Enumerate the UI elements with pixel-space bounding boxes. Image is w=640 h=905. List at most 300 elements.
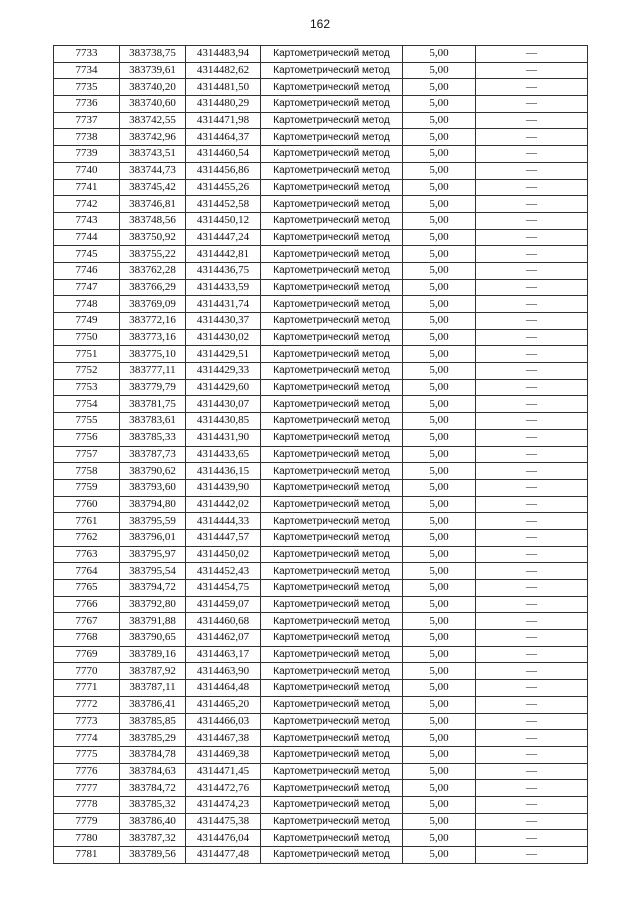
x-coordinate-cell: 383792,80 [120,596,186,613]
x-coordinate-cell: 383746,81 [120,196,186,213]
y-coordinate-cell: 4314429,60 [186,379,261,396]
x-coordinate-cell: 383785,29 [120,730,186,747]
coordinates-table-body [54,46,588,864]
table-row [54,696,588,713]
table-row [54,796,588,813]
precision-cell: 5,00 [403,79,476,96]
point-number-cell: 7745 [54,246,120,263]
precision-cell: 5,00 [403,96,476,113]
table-row [54,212,588,229]
y-coordinate-cell: 4314429,33 [186,363,261,380]
y-coordinate-cell: 4314447,57 [186,529,261,546]
point-number-cell: 7780 [54,830,120,847]
x-coordinate-cell: 383742,96 [120,129,186,146]
x-coordinate-cell: 383784,63 [120,763,186,780]
table-row [54,646,588,663]
y-coordinate-cell: 4314452,58 [186,196,261,213]
precision-cell: 5,00 [403,763,476,780]
y-coordinate-cell: 4314460,68 [186,613,261,630]
precision-cell: 5,00 [403,580,476,597]
precision-cell: 5,00 [403,212,476,229]
x-coordinate-cell: 383790,65 [120,630,186,647]
precision-cell: 5,00 [403,179,476,196]
x-coordinate-cell: 383740,20 [120,79,186,96]
table-row [54,129,588,146]
table-row [54,179,588,196]
x-coordinate-cell: 383745,42 [120,179,186,196]
y-coordinate-cell: 4314463,90 [186,663,261,680]
x-coordinate-cell: 383766,29 [120,279,186,296]
y-coordinate-cell: 4314471,98 [186,112,261,129]
extra-cell: — [476,563,588,580]
extra-cell: — [476,413,588,430]
precision-cell: 5,00 [403,129,476,146]
precision-cell: 5,00 [403,363,476,380]
point-number-cell: 7749 [54,313,120,330]
y-coordinate-cell: 4314481,50 [186,79,261,96]
extra-cell: — [476,46,588,63]
method-cell: Картометрический метод [261,463,403,480]
table-row [54,596,588,613]
point-number-cell: 7741 [54,179,120,196]
x-coordinate-cell: 383787,32 [120,830,186,847]
method-cell: Картометрический метод [261,630,403,647]
method-cell: Картометрический метод [261,429,403,446]
precision-cell: 5,00 [403,796,476,813]
table-row [54,630,588,647]
method-cell: Картометрический метод [261,596,403,613]
extra-cell: — [476,346,588,363]
method-cell: Картометрический метод [261,363,403,380]
method-cell: Картометрический метод [261,529,403,546]
precision-cell: 5,00 [403,746,476,763]
extra-cell: — [476,396,588,413]
extra-cell: — [476,363,588,380]
table-row [54,746,588,763]
table-row [54,363,588,380]
extra-cell: — [476,730,588,747]
x-coordinate-cell: 383783,61 [120,413,186,430]
point-number-cell: 7763 [54,546,120,563]
precision-cell: 5,00 [403,446,476,463]
point-number-cell: 7762 [54,529,120,546]
method-cell: Картометрический метод [261,212,403,229]
table-row [54,246,588,263]
extra-cell: — [476,613,588,630]
extra-cell: — [476,246,588,263]
method-cell: Картометрический метод [261,313,403,330]
point-number-cell: 7751 [54,346,120,363]
x-coordinate-cell: 383739,61 [120,62,186,79]
point-number-cell: 7753 [54,379,120,396]
y-coordinate-cell: 4314429,51 [186,346,261,363]
precision-cell: 5,00 [403,663,476,680]
method-cell: Картометрический метод [261,262,403,279]
precision-cell: 5,00 [403,196,476,213]
extra-cell: — [476,813,588,830]
extra-cell: — [476,796,588,813]
table-row [54,346,588,363]
coordinates-table [53,45,588,864]
point-number-cell: 7771 [54,680,120,697]
y-coordinate-cell: 4314467,38 [186,730,261,747]
method-cell: Картометрический метод [261,329,403,346]
x-coordinate-cell: 383740,60 [120,96,186,113]
y-coordinate-cell: 4314471,45 [186,763,261,780]
y-coordinate-cell: 4314452,43 [186,563,261,580]
x-coordinate-cell: 383781,75 [120,396,186,413]
y-coordinate-cell: 4314455,26 [186,179,261,196]
point-number-cell: 7774 [54,730,120,747]
point-number-cell: 7781 [54,847,120,864]
table-row [54,313,588,330]
table-row [54,396,588,413]
precision-cell: 5,00 [403,646,476,663]
extra-cell: — [476,162,588,179]
precision-cell: 5,00 [403,813,476,830]
precision-cell: 5,00 [403,429,476,446]
extra-cell: — [476,329,588,346]
y-coordinate-cell: 4314444,33 [186,513,261,530]
point-number-cell: 7758 [54,463,120,480]
method-cell: Картометрический метод [261,446,403,463]
y-coordinate-cell: 4314464,48 [186,680,261,697]
method-cell: Картометрический метод [261,563,403,580]
y-coordinate-cell: 4314433,59 [186,279,261,296]
x-coordinate-cell: 383791,88 [120,613,186,630]
y-coordinate-cell: 4314430,02 [186,329,261,346]
extra-cell: — [476,429,588,446]
y-coordinate-cell: 4314462,07 [186,630,261,647]
y-coordinate-cell: 4314476,04 [186,830,261,847]
method-cell: Картометрический метод [261,379,403,396]
y-coordinate-cell: 4314442,81 [186,246,261,263]
method-cell: Картометрический метод [261,830,403,847]
extra-cell: — [476,646,588,663]
precision-cell: 5,00 [403,513,476,530]
extra-cell: — [476,196,588,213]
extra-cell: — [476,279,588,296]
point-number-cell: 7773 [54,713,120,730]
x-coordinate-cell: 383773,16 [120,329,186,346]
point-number-cell: 7779 [54,813,120,830]
method-cell: Картометрический метод [261,847,403,864]
extra-cell: — [476,79,588,96]
extra-cell: — [476,179,588,196]
y-coordinate-cell: 4314431,90 [186,429,261,446]
y-coordinate-cell: 4314474,23 [186,796,261,813]
precision-cell: 5,00 [403,546,476,563]
extra-cell: — [476,696,588,713]
point-number-cell: 7764 [54,563,120,580]
x-coordinate-cell: 383794,80 [120,496,186,513]
x-coordinate-cell: 383777,11 [120,363,186,380]
point-number-cell: 7752 [54,363,120,380]
page-number: 162 [309,17,331,31]
point-number-cell: 7760 [54,496,120,513]
x-coordinate-cell: 383793,60 [120,479,186,496]
method-cell: Картометрический метод [261,479,403,496]
table-row [54,413,588,430]
table-row [54,529,588,546]
y-coordinate-cell: 4314469,38 [186,746,261,763]
precision-cell: 5,00 [403,496,476,513]
point-number-cell: 7742 [54,196,120,213]
precision-cell: 5,00 [403,313,476,330]
precision-cell: 5,00 [403,262,476,279]
table-row [54,613,588,630]
table-row [54,830,588,847]
extra-cell: — [476,596,588,613]
x-coordinate-cell: 383787,92 [120,663,186,680]
table-row [54,96,588,113]
y-coordinate-cell: 4314480,29 [186,96,261,113]
point-number-cell: 7770 [54,663,120,680]
method-cell: Картометрический метод [261,346,403,363]
x-coordinate-cell: 383744,73 [120,162,186,179]
extra-cell: — [476,296,588,313]
method-cell: Картометрический метод [261,62,403,79]
y-coordinate-cell: 4314430,85 [186,413,261,430]
y-coordinate-cell: 4314439,90 [186,479,261,496]
method-cell: Картометрический метод [261,146,403,163]
table-row [54,496,588,513]
method-cell: Картометрический метод [261,663,403,680]
y-coordinate-cell: 4314459,07 [186,596,261,613]
table-row [54,146,588,163]
y-coordinate-cell: 4314450,02 [186,546,261,563]
extra-cell: — [476,580,588,597]
method-cell: Картометрический метод [261,129,403,146]
y-coordinate-cell: 4314482,62 [186,62,261,79]
x-coordinate-cell: 383787,11 [120,680,186,697]
extra-cell: — [476,112,588,129]
point-number-cell: 7766 [54,596,120,613]
point-number-cell: 7769 [54,646,120,663]
y-coordinate-cell: 4314463,17 [186,646,261,663]
precision-cell: 5,00 [403,296,476,313]
extra-cell: — [476,262,588,279]
x-coordinate-cell: 383790,62 [120,463,186,480]
extra-cell: — [476,229,588,246]
point-number-cell: 7737 [54,112,120,129]
extra-cell: — [476,830,588,847]
y-coordinate-cell: 4314456,86 [186,162,261,179]
y-coordinate-cell: 4314483,94 [186,46,261,63]
extra-cell: — [476,62,588,79]
point-number-cell: 7756 [54,429,120,446]
table-row [54,429,588,446]
x-coordinate-cell: 383794,72 [120,580,186,597]
method-cell: Картометрический метод [261,796,403,813]
x-coordinate-cell: 383795,97 [120,546,186,563]
point-number-cell: 7736 [54,96,120,113]
y-coordinate-cell: 4314450,12 [186,212,261,229]
table-row [54,763,588,780]
point-number-cell: 7739 [54,146,120,163]
method-cell: Картометрический метод [261,162,403,179]
y-coordinate-cell: 4314430,07 [186,396,261,413]
x-coordinate-cell: 383769,09 [120,296,186,313]
precision-cell: 5,00 [403,229,476,246]
y-coordinate-cell: 4314475,38 [186,813,261,830]
x-coordinate-cell: 383786,40 [120,813,186,830]
table-row [54,446,588,463]
y-coordinate-cell: 4314466,03 [186,713,261,730]
precision-cell: 5,00 [403,379,476,396]
extra-cell: — [476,780,588,797]
x-coordinate-cell: 383789,56 [120,847,186,864]
method-cell: Картометрический метод [261,646,403,663]
point-number-cell: 7743 [54,212,120,229]
y-coordinate-cell: 4314436,15 [186,463,261,480]
extra-cell: — [476,496,588,513]
precision-cell: 5,00 [403,630,476,647]
x-coordinate-cell: 383785,32 [120,796,186,813]
point-number-cell: 7738 [54,129,120,146]
method-cell: Картометрический метод [261,546,403,563]
y-coordinate-cell: 4314430,37 [186,313,261,330]
y-coordinate-cell: 4314472,76 [186,780,261,797]
point-number-cell: 7733 [54,46,120,63]
method-cell: Картометрический метод [261,580,403,597]
table-row [54,513,588,530]
extra-cell: — [476,463,588,480]
table-row [54,680,588,697]
extra-cell: — [476,513,588,530]
method-cell: Картометрический метод [261,46,403,63]
precision-cell: 5,00 [403,279,476,296]
y-coordinate-cell: 4314447,24 [186,229,261,246]
point-number-cell: 7755 [54,413,120,430]
method-cell: Картометрический метод [261,730,403,747]
x-coordinate-cell: 383755,22 [120,246,186,263]
method-cell: Картометрический метод [261,696,403,713]
x-coordinate-cell: 383787,73 [120,446,186,463]
precision-cell: 5,00 [403,146,476,163]
point-number-cell: 7747 [54,279,120,296]
precision-cell: 5,00 [403,563,476,580]
table-row [54,713,588,730]
precision-cell: 5,00 [403,346,476,363]
method-cell: Картометрический метод [261,112,403,129]
table-row [54,780,588,797]
precision-cell: 5,00 [403,46,476,63]
extra-cell: — [476,129,588,146]
method-cell: Картометрический метод [261,513,403,530]
method-cell: Картометрический метод [261,763,403,780]
y-coordinate-cell: 4314477,48 [186,847,261,864]
x-coordinate-cell: 383785,33 [120,429,186,446]
table-row [54,580,588,597]
precision-cell: 5,00 [403,112,476,129]
x-coordinate-cell: 383784,78 [120,746,186,763]
precision-cell: 5,00 [403,329,476,346]
precision-cell: 5,00 [403,463,476,480]
y-coordinate-cell: 4314465,20 [186,696,261,713]
point-number-cell: 7757 [54,446,120,463]
table-row [54,847,588,864]
precision-cell: 5,00 [403,680,476,697]
x-coordinate-cell: 383738,75 [120,46,186,63]
extra-cell: — [476,379,588,396]
method-cell: Картометрический метод [261,279,403,296]
point-number-cell: 7748 [54,296,120,313]
x-coordinate-cell: 383786,41 [120,696,186,713]
point-number-cell: 7750 [54,329,120,346]
precision-cell: 5,00 [403,62,476,79]
point-number-cell: 7754 [54,396,120,413]
method-cell: Картометрический метод [261,246,403,263]
table-row [54,813,588,830]
extra-cell: — [476,313,588,330]
extra-cell: — [476,546,588,563]
point-number-cell: 7776 [54,763,120,780]
extra-cell: — [476,680,588,697]
table-row [54,196,588,213]
x-coordinate-cell: 383748,56 [120,212,186,229]
method-cell: Картометрический метод [261,613,403,630]
table-row [54,262,588,279]
method-cell: Картометрический метод [261,296,403,313]
method-cell: Картометрический метод [261,79,403,96]
method-cell: Картометрический метод [261,96,403,113]
x-coordinate-cell: 383785,85 [120,713,186,730]
point-number-cell: 7767 [54,613,120,630]
precision-cell: 5,00 [403,162,476,179]
method-cell: Картометрический метод [261,496,403,513]
y-coordinate-cell: 4314442,02 [186,496,261,513]
method-cell: Картометрический метод [261,746,403,763]
x-coordinate-cell: 383742,55 [120,112,186,129]
point-number-cell: 7775 [54,746,120,763]
extra-cell: — [476,630,588,647]
extra-cell: — [476,663,588,680]
point-number-cell: 7772 [54,696,120,713]
method-cell: Картометрический метод [261,196,403,213]
point-number-cell: 7768 [54,630,120,647]
method-cell: Картометрический метод [261,229,403,246]
precision-cell: 5,00 [403,413,476,430]
table-row [54,229,588,246]
precision-cell: 5,00 [403,246,476,263]
y-coordinate-cell: 4314431,74 [186,296,261,313]
point-number-cell: 7778 [54,796,120,813]
table-row [54,162,588,179]
method-cell: Картометрический метод [261,713,403,730]
extra-cell: — [476,479,588,496]
precision-cell: 5,00 [403,529,476,546]
x-coordinate-cell: 383789,16 [120,646,186,663]
precision-cell: 5,00 [403,830,476,847]
method-cell: Картометрический метод [261,413,403,430]
extra-cell: — [476,713,588,730]
point-number-cell: 7777 [54,780,120,797]
extra-cell: — [476,212,588,229]
table-row [54,79,588,96]
method-cell: Картометрический метод [261,780,403,797]
table-row [54,329,588,346]
extra-cell: — [476,96,588,113]
extra-cell: — [476,146,588,163]
point-number-cell: 7746 [54,262,120,279]
point-number-cell: 7734 [54,62,120,79]
extra-cell: — [476,446,588,463]
point-number-cell: 7735 [54,79,120,96]
table-row [54,563,588,580]
table-row [54,663,588,680]
table-row [54,379,588,396]
